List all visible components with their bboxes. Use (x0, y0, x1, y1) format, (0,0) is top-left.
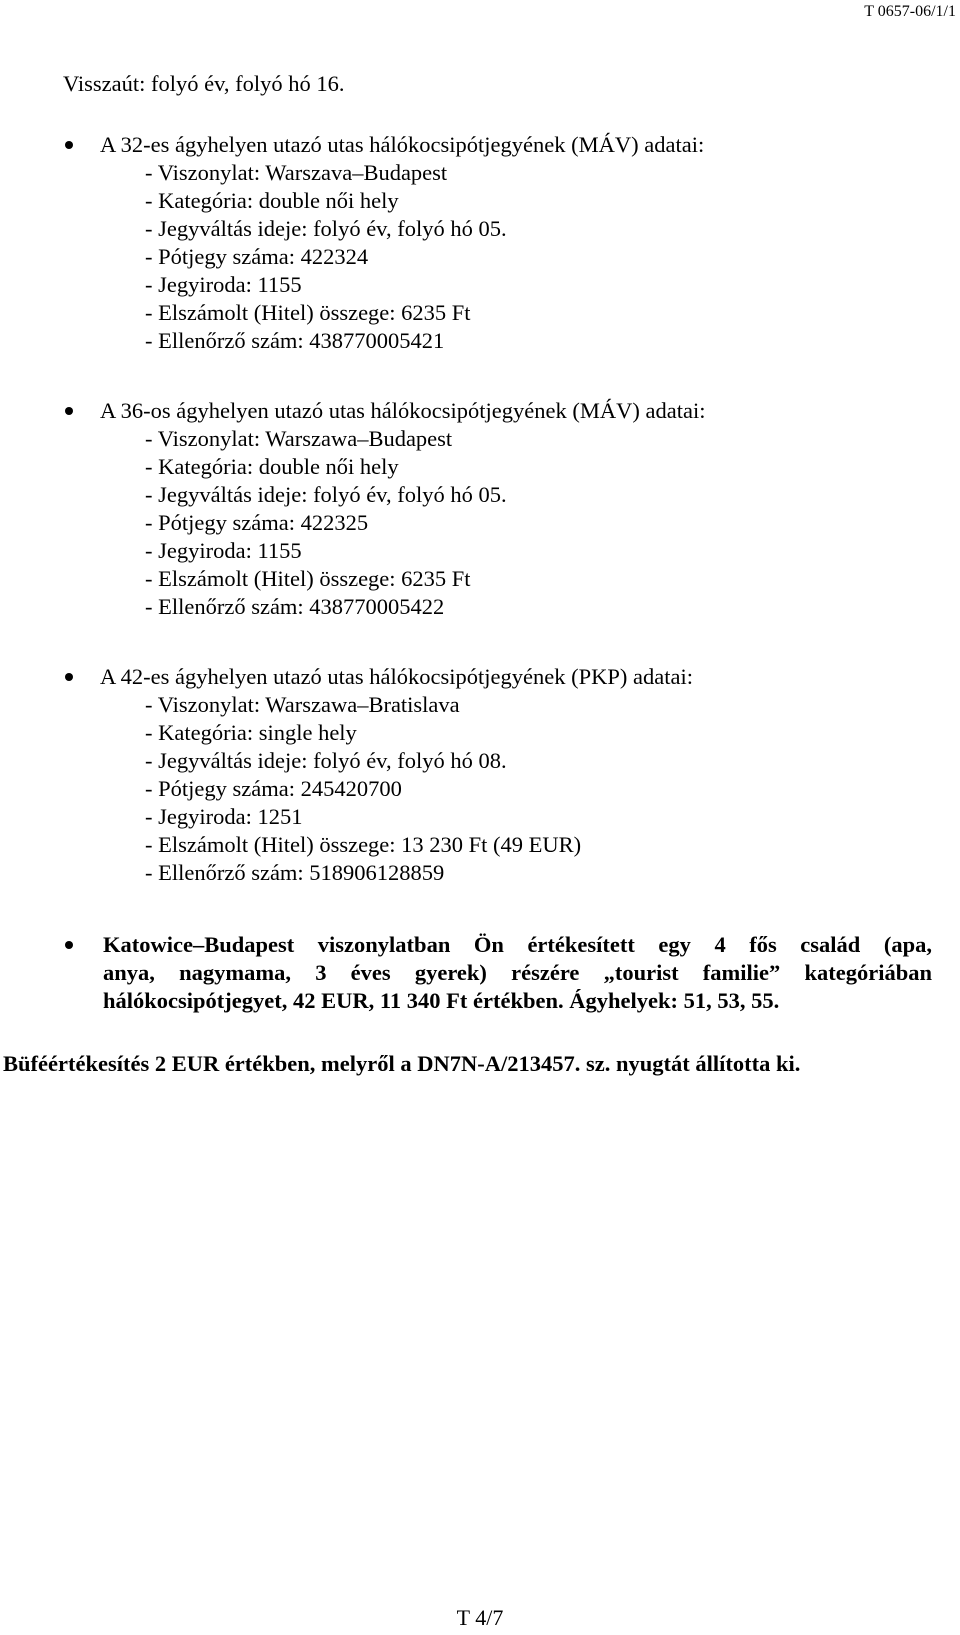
ticket-detail-line: - Viszonylat: Warszawa–Budapest (145, 426, 453, 451)
page-code: T 0657-06/1/1 (864, 3, 956, 20)
ticket-detail-line: - Jegyváltás ideje: folyó év, folyó hó 05. (145, 482, 507, 507)
ticket-detail-line: - Jegyiroda: 1251 (145, 804, 303, 829)
ticket-heading: A 42-es ágyhelyen utazó utas hálókocsipótjegyének (PKP) adatai: (100, 664, 693, 689)
ticket-heading: A 36-os ágyhelyen utazó utas hálókocsipótjegyének (MÁV) adatai: (100, 398, 706, 423)
ticket-detail-line: - Jegyiroda: 1155 (145, 538, 302, 563)
ticket-detail-line: - Pótjegy száma: 422325 (145, 510, 369, 535)
buffet-sales-line: Büféértékesítés 2 EUR értékben, melyről a DN7N-A/213457. sz. nyugtát állította ki. (3, 1051, 801, 1076)
return-trip-line: Visszaút: folyó év, folyó hó 16. (63, 71, 345, 96)
ticket-detail-line: - Viszonylat: Warszava–Budapest (145, 160, 448, 185)
ticket-detail-line: - Kategória: single hely (145, 720, 357, 745)
ticket-detail-line: - Kategória: double női hely (145, 188, 399, 213)
ticket-detail-line: - Elszámolt (Hitel) összege: 6235 Ft (145, 566, 471, 591)
page-number: T 4/7 (456, 1605, 504, 1630)
ticket-detail-line: - Jegyiroda: 1155 (145, 272, 302, 297)
bullet-icon (65, 941, 73, 949)
ticket-heading: A 32-es ágyhelyen utazó utas hálókocsipótjegyének (MÁV) adatai: (100, 132, 705, 157)
ticket-detail-line: - Jegyváltás ideje: folyó év, folyó hó 08. (145, 748, 507, 773)
ticket-detail-line: - Viszonylat: Warszawa–Bratislava (145, 692, 460, 717)
bullet-icon (65, 141, 73, 149)
family-ticket-line: Katowice–Budapest viszonylatban Ön értékesített egy 4 fős család (apa, (103, 932, 932, 957)
bullet-icon (65, 673, 73, 681)
ticket-detail-line: - Jegyváltás ideje: folyó év, folyó hó 05. (145, 216, 507, 241)
ticket-detail-line: - Elszámolt (Hitel) összege: 13 230 Ft (49 EUR) (145, 832, 582, 857)
ticket-detail-line: - Kategória: double női hely (145, 454, 399, 479)
ticket-detail-line: - Ellenőrző szám: 518906128859 (145, 860, 445, 885)
family-ticket-line: hálókocsipótjegyet, 42 EUR, 11 340 Ft értékben. Ágyhelyek: 51, 53, 55. (103, 988, 780, 1013)
ticket-detail-line: - Pótjegy száma: 245420700 (145, 776, 402, 801)
bullet-icon (65, 407, 73, 415)
ticket-detail-line: - Elszámolt (Hitel) összege: 6235 Ft (145, 300, 471, 325)
ticket-detail-line: - Pótjegy száma: 422324 (145, 244, 369, 269)
ticket-detail-line: - Ellenőrző szám: 438770005421 (145, 328, 445, 353)
ticket-detail-line: - Ellenőrző szám: 438770005422 (145, 594, 445, 619)
family-ticket-line: anya, nagymama, 3 éves gyerek) részére „tourist familie” kategóriában (103, 960, 932, 985)
